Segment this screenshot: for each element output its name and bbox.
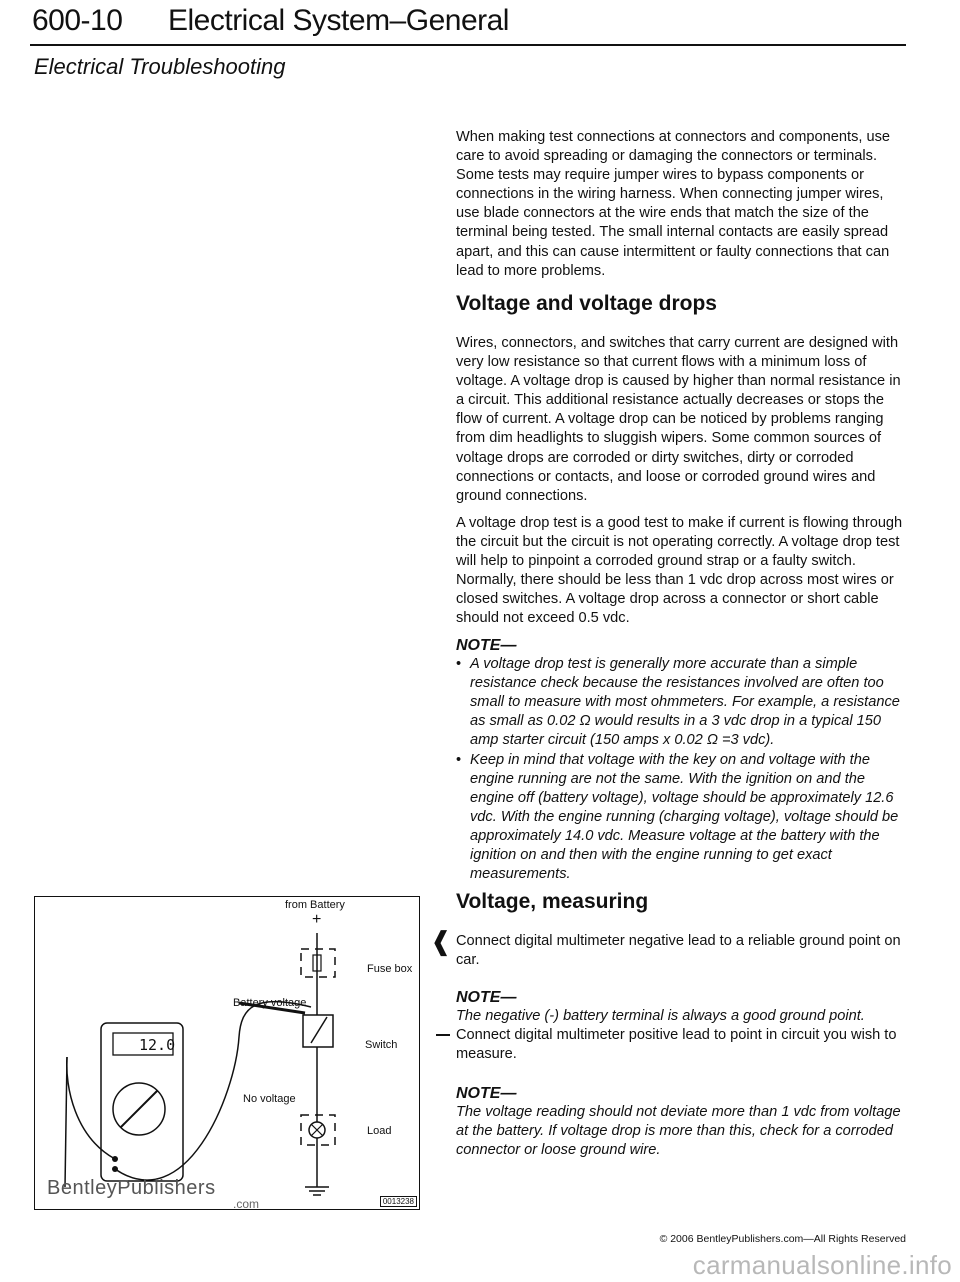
fuse-box-label: Fuse box [367, 963, 413, 975]
step-2-text: Connect digital multimeter positive lead to point in circuit you wish to measure. [456, 1027, 897, 1063]
copyright-notice: © 2006 BentleyPublishers.com—All Rights Reserved [659, 1233, 906, 1245]
step-2 [456, 1026, 910, 1064]
voltage-drops-paragraph-2: A voltage drop test is a good test to make if current is flowing through the circuit but the circuit is not operating correctly. A voltage drop test will help to pinpoint a corroded ground strap or a faulty switch. Normally, there should be less than 1 vdc drop across most wires or closed switches. A voltage drop across a connector or short cable should not exceed 0.5 vdc. [456, 515, 903, 627]
voltage-measuring-heading: Voltage, measuring [456, 890, 649, 913]
subsection-title: Electrical Troubleshooting [34, 54, 286, 79]
header-rule [30, 44, 906, 46]
note-item: • A voltage drop test is generally more accurate than a simple resistance check because the resistances involved are often too small to measure with most ohmmeters. For example, a resistance as small as 0.02 Ω would results in a 3 vdc drop in a typical 150 amp starter circuit (150 amps x 0.02 Ω =3 vdc). [456, 655, 910, 750]
note-1 [456, 988, 910, 1026]
voltage-drops-heading: Voltage and voltage drops [456, 292, 717, 315]
figure-reference-arrow-icon: ❰ [430, 926, 452, 956]
from-battery-label: from Battery [285, 899, 345, 911]
circuit-diagram [35, 897, 421, 1211]
intro-block [456, 128, 910, 281]
site-watermark: carmanualsonline.info [692, 1250, 952, 1280]
load-label: Load [367, 1125, 392, 1137]
fuse-box-outline [301, 949, 335, 977]
note-2-text: The voltage reading should not deviate more than 1 vdc from voltage at the battery. If voltage drop is more than this, check for a corroded connector or loose ground wire. [456, 1104, 901, 1159]
section-title: Electrical System–General [168, 4, 509, 37]
note-list [456, 655, 910, 884]
bentley-watermark: BentleyPublishers [47, 1177, 216, 1199]
circuit-diagram-figure [34, 896, 420, 1210]
page-number: 600-10 [32, 4, 123, 37]
note-1-text: The negative (-) battery terminal is always a good ground point. [456, 1008, 865, 1025]
switch-label: Switch [365, 1039, 398, 1051]
voltage-drops-body [456, 334, 910, 506]
voltage-drops-paragraph-1: Wires, connectors, and switches that carry current are designed with very low resistance so that current flows with a minimum loss of voltage. A voltage drop is caused by higher than normal resistance in a circuit. This additional resistance actually decreases or stops the flow of current. A voltage drop can be noticed by problems ranging from dim headlights to sluggish wipers. Some common sources of voltage drops are corroded or dirty switches, dirty or corroded connections or contacts, and loose or corroded ground wires and ground connections. [456, 335, 901, 504]
voltage-drops-notes [456, 636, 910, 884]
note-2 [456, 1084, 910, 1160]
note-label: NOTE— [456, 637, 517, 654]
note-label: NOTE— [456, 989, 517, 1006]
note-item: • Keep in mind that voltage with the key on and voltage with the engine running are not the same. With the ignition on and the engine off (battery voltage), voltage should be approximately 12.6 vdc. With the engine running (charging voltage), voltage should be approximately 14.0 vdc. Measure voltage at the battery with the ignition on and then with the engine running to get exact measurements. [456, 751, 910, 885]
step-1 [456, 932, 910, 970]
bentley-watermark-com: .com [233, 1197, 260, 1211]
voltage-measuring-section [456, 892, 910, 911]
step-1-text: Connect digital multimeter negative lead to a reliable ground point on car. [456, 933, 901, 969]
voltage-drops-body-2 [456, 514, 910, 629]
plus-label: + [312, 911, 322, 928]
figure-id: 0013238 [380, 1196, 417, 1207]
no-voltage-label: No voltage [243, 1093, 296, 1105]
multimeter-reading: 12.0 [139, 1036, 176, 1054]
intro-paragraph: When making test connections at connectors and components, use care to avoid spreading or damaging the connectors or terminals. Some tests may require jumper wires to bypass components or connections in the wiring harness. When connecting jumper wires, use blade connectors at the wire ends that match the size of the terminal being tested. The small internal contacts are easily spread apart, and this can cause intermittent or faulty connections that can lead to more problems. [456, 129, 891, 279]
battery-voltage-label: Battery voltage [233, 997, 307, 1009]
step-dash-icon [436, 1034, 450, 1036]
voltage-drops-section [456, 294, 910, 313]
note-label: NOTE— [456, 1085, 517, 1102]
